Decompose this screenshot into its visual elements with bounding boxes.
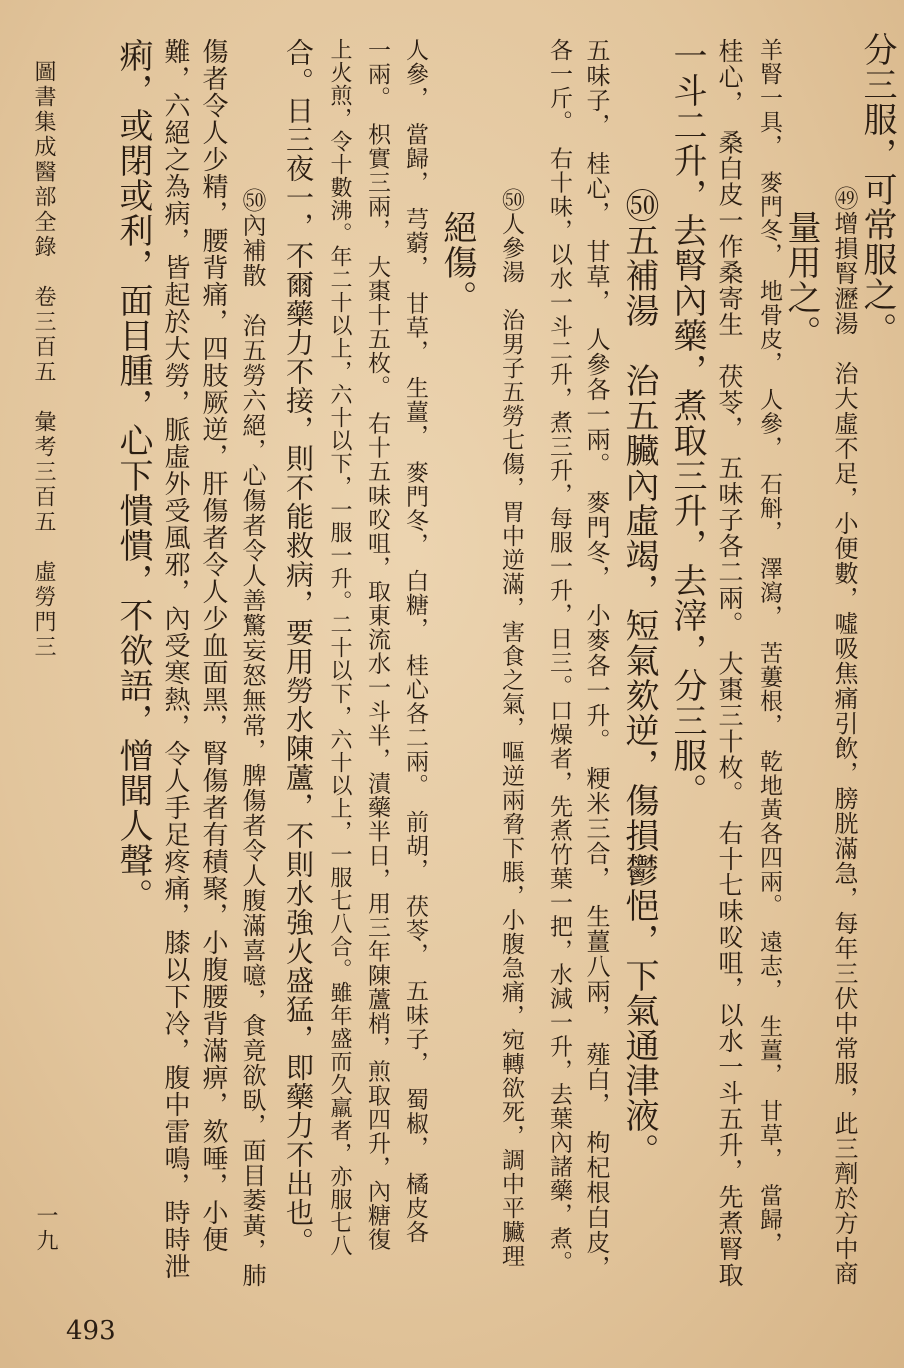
text-column-2: ㊾增損腎瀝湯 治大虛不足，小便數，噓吸焦痛引飲，膀胱滿急，每年三伏中常服，此三劑於方中商 xyxy=(830,186,858,1286)
text-column-18: 難，六絕之為病，皆起於大勞，脈虛外受風邪，內受寒熱，令人手足疼痛，膝以下冷，腹中雷鳴，時時泄 xyxy=(160,38,190,1280)
text-column-1: 分三服，可常服之。 xyxy=(857,32,897,347)
text-column-11: 絕傷。 xyxy=(437,210,477,315)
section-page-number: 一九 xyxy=(33,1204,58,1254)
page-number: 493 xyxy=(66,1316,116,1346)
text-column-6: 一斗二升，去腎內藥，煮取三升，去滓，分三服。 xyxy=(667,38,707,808)
text-column-9: 各一斤。 右十味，以水一斗二升，煮三升，每服一升，日三。口燥者，先煮竹葉一把，水減一升，去葉內諸藥，煮。 xyxy=(546,38,572,1275)
text-column-12: 人參， 當歸， 芎藭， 甘草， 生薑， 麥門冬， 白糖， 桂心各二兩。 前胡， 茯苓， 五味子， 蜀椒， 橘皮各 xyxy=(402,38,428,1244)
text-column-19: 痢，或閉或利，面目腫，心下憒憒，不欲語，憎聞人聲。 xyxy=(113,38,153,913)
text-column-14: 上火煎，令十數沸。年二十以上，六十以下，一服一升。二十以下，六十以上，一服七八合。雖年盛而久羸者，亦服七八 xyxy=(327,38,352,1257)
text-column-4: 羊腎一具， 麥門冬， 地骨皮， 人參， 石斛， 澤瀉， 苦蔞根， 乾地黃各四兩。 遠志， 生薑， 甘草， 當歸， xyxy=(756,38,782,1256)
text-column-16: ㊿內補散 治五勞六絕，心傷者令人善驚妄怒無常，脾傷者令人腹滿喜噫，食竟欲臥，面目萎黃，肺 xyxy=(238,188,266,1288)
book-title-margin: 圖書集成醫部全錄 卷三百五 彙考三百五 虛勞門三 xyxy=(31,60,56,660)
text-column-7: ㊿五補湯 治五臟內虛竭，短氣欬逆，傷損鬱悒，下氣通津液。 xyxy=(619,188,659,1168)
text-column-10: ㊿人參湯 治男子五勞七傷，胃中逆滿，害食之氣，嘔逆兩脅下脹，小腹急痛，宛轉欲死，調中平臟理 xyxy=(498,188,524,1268)
text-column-15: 合。日三夜一，不爾藥力不接，則不能救病，要用勞水陳蘆，不則水強火盛猛，即藥力不出也。 xyxy=(282,38,315,1256)
text-column-5: 桂心， 桑白皮一作桑寄生 茯苓， 五味子各二兩。 大棗三十枚。 右十七味㕮咀，以水一斗五升，先煮腎取 xyxy=(715,38,744,1288)
text-column-8: 五味子， 桂心， 甘草， 人參各一兩。 麥門冬， 小麥各一升。 粳米三合， 生薑八兩， 薤白， 枸杞根白皮， xyxy=(582,38,610,1280)
text-column-3: 量用之。 xyxy=(781,210,821,350)
text-column-17: 傷者令人少精，腰背痛，四肢厥逆，肝傷者令人少血面黑，腎傷者有積聚，小腹腰背滿痹，欬唾，小便 xyxy=(198,38,228,1253)
text-column-13: 一兩。 枳實三兩， 大棗十五枚。 右十五味㕮咀，取東流水一斗半，漬藥半日，用三年陳蘆梢，煎取四升，內糖復 xyxy=(364,38,390,1252)
